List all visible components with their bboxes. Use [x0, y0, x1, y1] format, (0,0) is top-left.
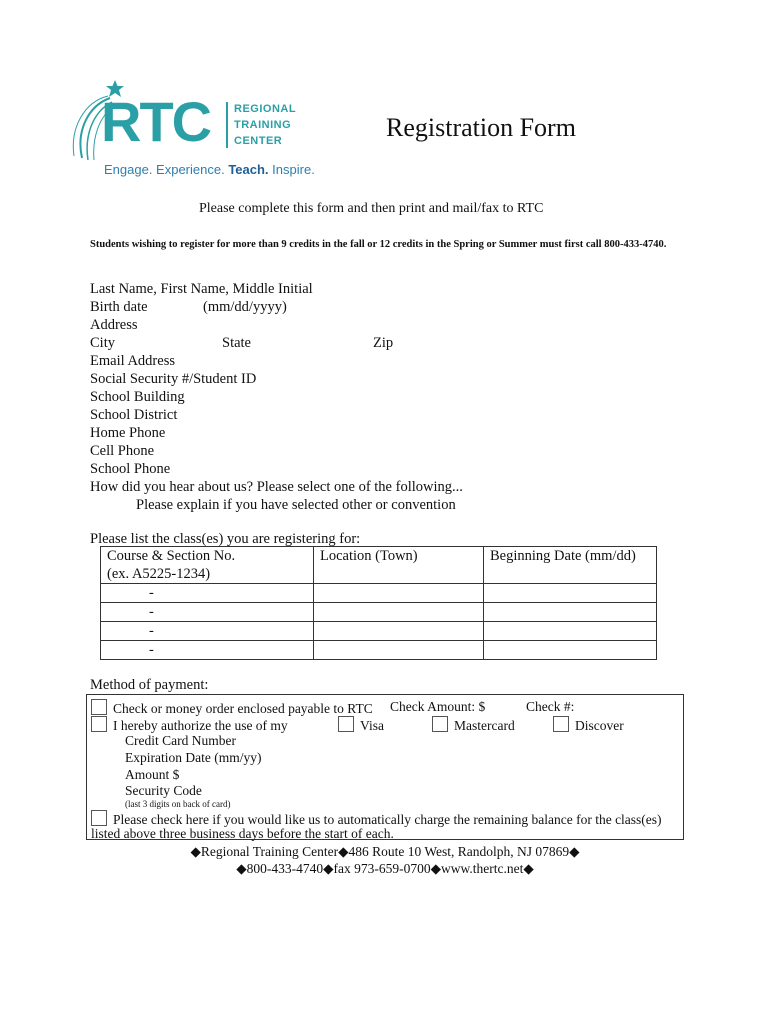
field-hear-about[interactable]: How did you hear about us? Please select one of the following... — [90, 479, 463, 495]
field-zip: Zip — [373, 335, 394, 351]
discover-option[interactable]: Discover — [553, 716, 624, 734]
logo-mark: RTC — [101, 90, 211, 153]
auto-charge-checkbox[interactable] — [91, 810, 107, 826]
field-school-phone[interactable]: School Phone — [90, 461, 171, 477]
payment-label: Method of payment: — [90, 677, 209, 693]
logo-tagline: Engage. Experience. Teach. Inspire. — [104, 162, 315, 177]
check-number[interactable]: Check #: — [526, 699, 575, 714]
security-hint: (last 3 digits on back of card) — [125, 799, 231, 809]
instructions: Please complete this form and then print and mail/fax to RTC — [199, 201, 544, 216]
field-birth-date[interactable]: Birth date (mm/dd/yyyy) — [90, 299, 287, 315]
mastercard-checkbox[interactable] — [432, 716, 448, 732]
amount-field[interactable]: Amount $ — [125, 767, 180, 782]
mastercard-option[interactable]: Mastercard — [432, 716, 515, 734]
logo-divider — [226, 102, 228, 148]
table-row: - — [101, 641, 657, 660]
authorize-option[interactable]: I hereby authorize the use of my — [91, 716, 288, 734]
visa-option[interactable]: Visa — [338, 716, 384, 734]
check-amount[interactable]: Check Amount: $ — [390, 699, 486, 714]
field-city-state-zip[interactable]: City State Zip — [90, 335, 394, 351]
classes-label: Please list the class(es) you are registering for: — [90, 531, 361, 547]
page-title: Registration Form — [386, 113, 576, 142]
header-date: Beginning Date (mm/dd) — [484, 547, 657, 584]
header-location: Location (Town) — [314, 547, 484, 584]
footer-line-1: ◆Regional Training Center◆486 Route 10 West, Randolph, NJ 07869◆ — [190, 844, 580, 859]
classes-table — [100, 546, 657, 660]
check-checkbox[interactable] — [91, 699, 107, 715]
logo-subtitle: REGIONAL TRAINING CENTER — [234, 103, 297, 147]
field-school-building[interactable]: School Building — [90, 389, 185, 405]
field-name[interactable]: Last Name, First Name, Middle Initial — [90, 281, 313, 297]
field-school-district[interactable]: School District — [90, 407, 178, 423]
discover-checkbox[interactable] — [553, 716, 569, 732]
expiration-field[interactable]: Expiration Date (mm/yy) — [125, 750, 262, 765]
table-row: - — [101, 603, 657, 622]
table-header-row — [101, 547, 657, 584]
field-ssn[interactable]: Social Security #/Student ID — [90, 371, 257, 387]
payment-box — [86, 694, 684, 840]
visa-checkbox[interactable] — [338, 716, 354, 732]
field-explain[interactable]: Please explain if you have selected other or convention — [136, 497, 456, 513]
auto-charge-option[interactable]: Please check here if you would like us to automatically charge the remaining balance for the class(es) — [91, 810, 662, 828]
security-code-field[interactable]: Security Code — [125, 783, 202, 798]
card-number-field[interactable]: Credit Card Number — [125, 733, 236, 748]
auto-charge-continued: listed above three business days before the start of each. — [91, 826, 394, 841]
student-fields — [90, 280, 463, 514]
field-state: State — [222, 335, 251, 351]
table-row: - — [101, 622, 657, 641]
field-email[interactable]: Email Address — [90, 353, 175, 369]
field-home-phone[interactable]: Home Phone — [90, 425, 166, 441]
website-link[interactable]: www.thertc.net — [441, 861, 524, 876]
footer-line-2: ◆800-433-4740◆fax 973-659-0700◆www.thertc.net◆ — [236, 861, 534, 876]
field-cell-phone[interactable]: Cell Phone — [90, 443, 155, 459]
field-address[interactable]: Address — [90, 317, 138, 333]
credit-note: Students wishing to register for more than 9 credits in the fall or 12 credits in the Spring or Summer must first call 800-433-4740. — [90, 239, 667, 250]
header-course: Course & Section No. (ex. A5225-1234) — [101, 547, 314, 584]
table-row: - — [101, 584, 657, 603]
rtc-logo — [70, 76, 315, 182]
check-option[interactable]: Check or money order enclosed payable to RTC — [91, 699, 373, 717]
authorize-checkbox[interactable] — [91, 716, 107, 732]
